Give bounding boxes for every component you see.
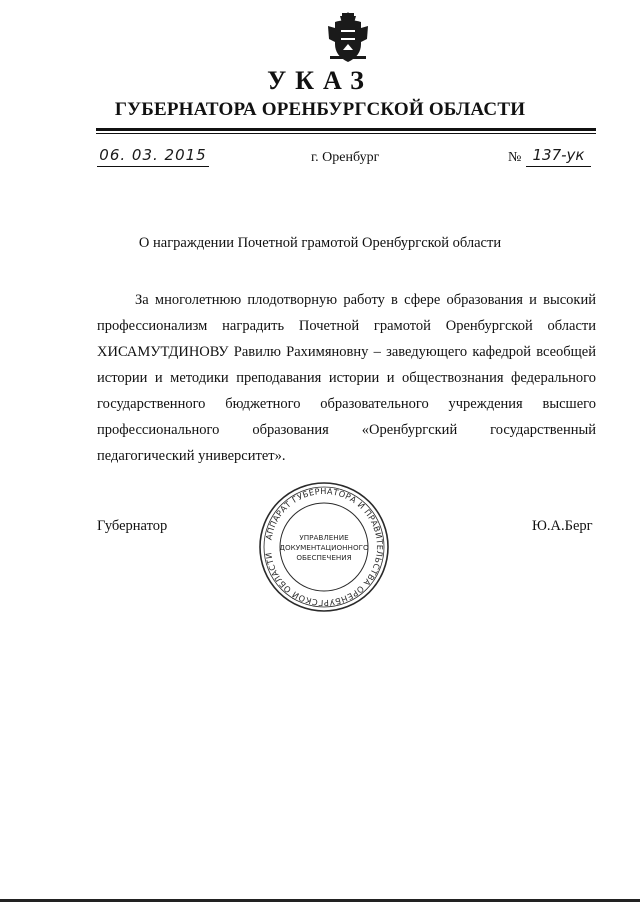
document-subtitle: ГУБЕРНАТОРА ОРЕНБУРГСКОЙ ОБЛАСТИ (114, 99, 526, 120)
signatory-name: Ю.А.Берг (532, 518, 593, 534)
number-label: № (508, 150, 522, 165)
document-body (97, 287, 596, 469)
signatory-role: Губернатор (97, 518, 168, 534)
header-rule-thick (96, 128, 596, 131)
header-rule-thin (96, 133, 596, 134)
official-stamp (257, 480, 391, 614)
document-number: 137-ук (526, 146, 591, 167)
document-subject: О награждении Почетной грамотой Оренбургской области (138, 235, 502, 251)
coat-of-arms-icon (327, 12, 369, 64)
document-city: г. Оренбург (311, 150, 380, 165)
stamp-inner-line1: УПРАВЛЕНИЕ (299, 533, 349, 542)
body-paragraph: За многолетнюю плодотворную работу в сфере образования и высокий профессионализм наградить Почетной грамотой Оренбургской области ХИСАМУТДИНОВУ Равилю Рахимяновну – заведующего кафедрой всеобщей истории и методики преподавания истории и обществознания федерального государственного бюджетного образовательного учреждения высшего профессионального образования «Оренбургский государственный педагогический университет». (97, 292, 596, 464)
stamp-inner-line3: ОБЕСПЕЧЕНИЯ (296, 553, 352, 562)
document-date: 06. 03. 2015 (97, 146, 209, 167)
document-title: УКАЗ (267, 66, 373, 95)
bottom-edge-rule (0, 899, 640, 902)
stamp-outer-text: АППАРАТ ГУБЕРНАТОРА И ПРАВИТЕЛЬСТВА ОРЕНБУРГСКОЙ ОБЛАСТИ (263, 485, 386, 609)
stamp-inner-line2: ДОКУМЕНТАЦИОННОГО (279, 543, 369, 552)
